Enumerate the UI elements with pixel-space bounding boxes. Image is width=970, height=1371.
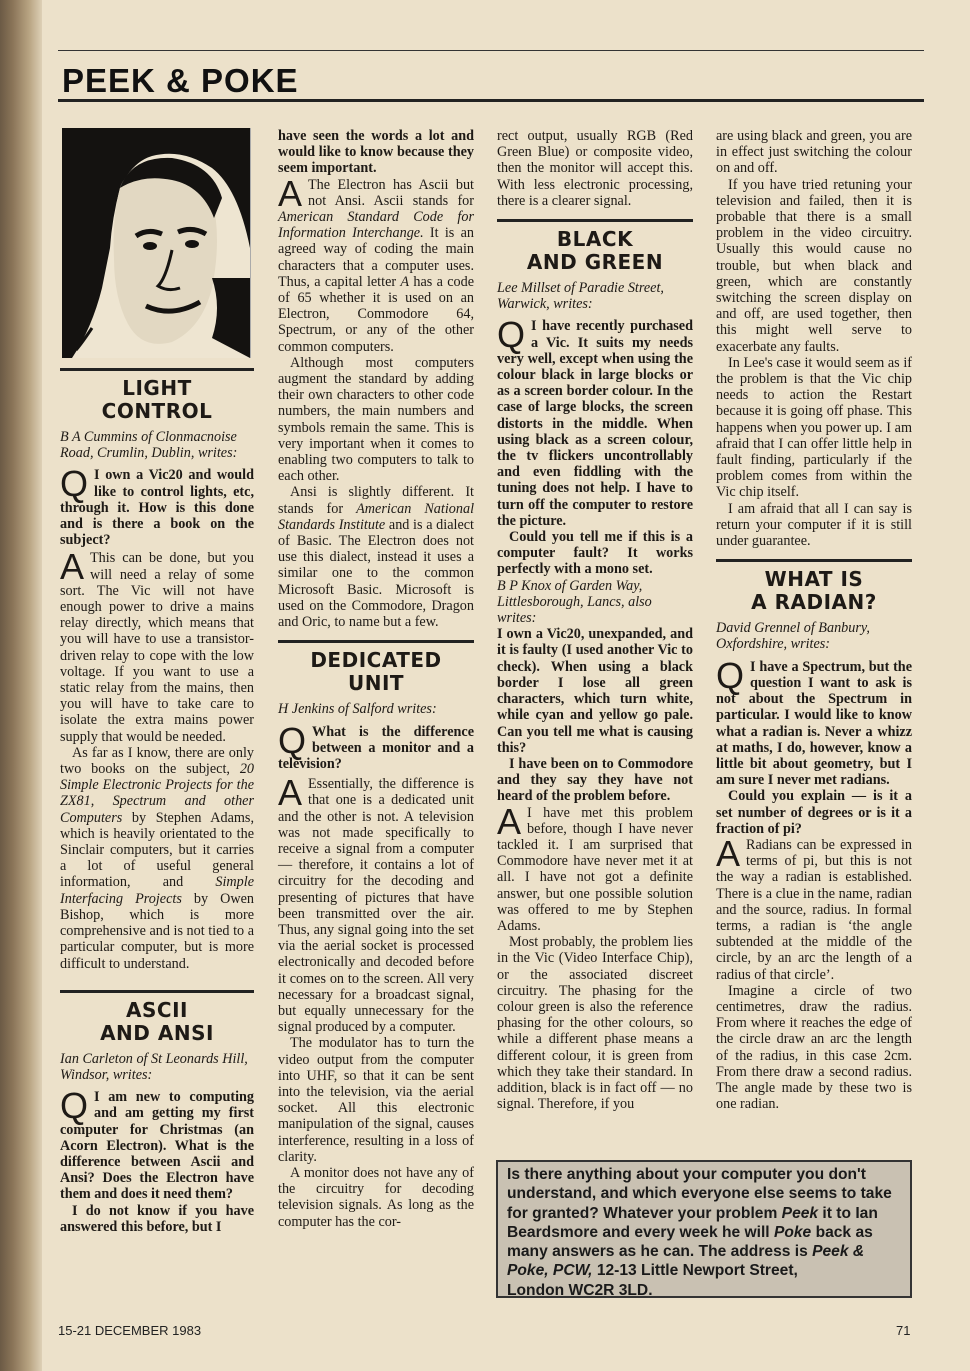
answer-paragraph: Ansi is slightly different. It stands for American National Standards Institute and is a dialect of Basic. The Electron does not use this dialect, instead it uses a similar one to the common Microsoft Basic. Microsoft is used on the Commodore, Dragon and Oric, to name but a few. [278, 484, 475, 631]
letter-byline: Ian Carleton of St Leonards Hill, Windsor, writes: [60, 1050, 248, 1083]
answer-continued: are using black and green, you are in effect just switching the colour on and off. [716, 128, 912, 177]
section-title-black-green: BLACK AND GREEN [526, 227, 664, 275]
top-rule [58, 50, 924, 51]
question: Q What is the difference between a monitor and a television? [278, 719, 474, 772]
footer-date: 15-21 DECEMBER 1983 [58, 1323, 202, 1338]
answer: A Radians can be expressed in terms of pi, but this is not the way a radian is established. There is a clue in the name, radian and the source, radius. In formal terms, a radian is ‘the angle subtended at the middle of the circle, by an arc the length of a radius of that circle’. [716, 832, 912, 983]
info-line: for granted? Whatever your problem Peek it to Ian [507, 1204, 878, 1222]
answer-paragraph: As far as I know, there are only two books on the subject, 20 Simple Electronic Projects for the ZX81, Spectrum and other Computers by Stephen Adams, which is heavily orientated to the Sinclair computers, but it carries a lot of useful general information, and Simple Interfacing Projects by Owen Bishop, which is more comprehensive and is not tied to a particular computer, but is more difficult to understand. [60, 744, 255, 972]
section-title-ascii-ansi: ASCII AND ANSI [100, 997, 214, 1045]
letter-byline: B P Knox of Garden Way, Littlesborough, Lancs, also writes: [497, 577, 652, 627]
section-title-dedicated-unit: DEDICATED UNIT [310, 648, 442, 696]
question-paragraph: I do not know if you have answered this before, but I [60, 1202, 254, 1235]
answer-paragraph: Although most computers augment the standard by adding their own characters to other code numbers, the main numbers and symbols remain the same. This is very important when it comes to enabling two computers to talk to each other. [278, 354, 474, 485]
letter-byline: David Grennel of Banbury, Oxfordshire, writes: [716, 620, 870, 653]
column-1 [60, 128, 254, 1235]
page-number: 71 [896, 1323, 911, 1338]
answer-paragraph: In Lee's case it would seem as if the problem is that the Vic chip needs to action the Restart because it is going off phase. This happens when you power up. I am afraid that I can offer little help in fault finding, particularly if the problem comes from within the Vic chip itself. [716, 354, 912, 501]
info-line: understand, and which everyone else seems to take [507, 1185, 892, 1203]
column-4 [716, 128, 912, 1112]
answer-paragraph: A monitor does not have any of the circuitry for decoding television signals. As long as the computer has the cor- [278, 1164, 474, 1230]
letter-byline: B A Cummins of Clonmacnoise Road, Crumlin, Dublin, writes: [60, 429, 238, 462]
answer-paragraph: The modulator has to turn the video output from the computer into UHF, so that it can be sent into the television, via the aerial socket. All this electronic manipulation of the signal, causes interference, resulting in a loss of clarity. [278, 1035, 474, 1165]
question: Q I have recently purchased a Vic. It suits my needs very well, except when using the colour black in large blocks or as a screen border colour. In the case of large blocks, the screen distorts in the middle. When using black as a screen colour, the tv flickers uncontrollably and even fiddling with the tuning does not help. I have to turn off the computer to restore the picture. [497, 314, 693, 529]
author-portrait [62, 128, 251, 358]
info-line: Beardsmore and every week he will Poke back as [507, 1223, 873, 1241]
question-paragraph: I own a Vic20, unexpanded, and it is faulty (I used another Vic to check). When using a black border I lose all green characters, which turn white, while cyan and yellow go pale. Can you tell me what is causing this? [497, 626, 693, 756]
answer-paragraph: If you have tried retuning your television and failed, then it is probable that there is a small problem in the video circuitry. Usually this would cause no trouble, but when black and green, which are constantly switching the screen display on and off, are used together, then this might well serve to exacerbate any faults. [716, 176, 912, 355]
answer-continued: rect output, usually RGB (Red Green Blue) or composite video, then the monitor will accept this. With less electronic processing, there is a clearer signal. [497, 128, 693, 209]
question: Q I have a Spectrum, but the question I want to ask is not about the Spectrum in particular. I would like to know what a radian is. Never a whizz at maths, I do, however, know a little bit about geometry, but I am sure I never met radians. [716, 654, 912, 789]
question: Q I own a Vic20 and would like to control lights, etc, through it. How is this done and is there a book on the subject? [60, 463, 254, 549]
section-title-radian: WHAT IS A RADIAN? [751, 567, 877, 615]
column-3 [497, 128, 693, 1112]
letter-byline: H Jenkins of Salford writes: [278, 701, 437, 718]
column-2 [278, 128, 474, 1230]
section-rule [60, 368, 254, 371]
section-rule [60, 990, 254, 993]
answer-paragraph: I am afraid that all I can say is return your computer if it is still under guarantee. [716, 500, 912, 550]
answer: A Essentially, the difference is that one is a dedicated unit and the other is not. A television was not made specifically to receive a signal from a computer — therefore, it contains a lot of circuitry for the decoding and presenting of pictures that have been transmitted over the air. Thus, any signal going into the set via the aerial socket is processed electronically and decoded before it comes on to the screen. All very necessary for a broadcast signal, but equally unnecessary for the signal produced by a computer. [278, 772, 474, 1036]
section-rule [497, 219, 693, 222]
page-header: PEEK & POKE [62, 62, 299, 99]
question-paragraph: I have been on to Commodore and they say they have not heard of the problem before. [497, 755, 693, 805]
answer: A The Electron has Ascii but not Ansi. Ascii stands for American Standard Code for Information Interchange. It is an agreed way of coding the main characters that a computer uses. Thus, a capital letter A has a code of 65 whether it is used on an Electron, Commodore 64, Spectrum, or any of the other common computers. [278, 172, 474, 355]
answer: A This can be done, but you will need a relay of some sort. The Vic will not have enough power to drive a mains relay directly, which means that you will have to use a transistor-driven relay to cope with the low voltage. If you want to use a static relay from the mains, then you will have to take care to isolate the extra mains power supply that would be needed. [60, 546, 254, 745]
info-line: many answers as he can. The address is Peek & [507, 1243, 865, 1261]
answer: A I have met this problem before, though I have never tackled it. I am surprised that Commodore have never met it at all. I have not got a definite answer, but one possible solution was offered to me by Stephen Adams. [497, 800, 693, 934]
answer-paragraph: Imagine a circle of two centimetres, draw the radius. From where it reaches the edge of the circle draw an arc the length of the radius, in this case 2cm. From there draw a second radius. The angle made by these two is one radian. [716, 982, 912, 1113]
section-rule [278, 640, 474, 643]
section-title-light-control: LIGHT CONTROL [101, 376, 213, 423]
info-line: London WC2R 3LD. [507, 1281, 653, 1299]
question-continued: have seen the words a lot and would like to know because they seem important. [278, 128, 474, 177]
info-box [496, 1160, 912, 1298]
header-rule [58, 99, 924, 102]
letter-byline: Lee Millset of Paradie Street, Warwick, writes: [497, 280, 664, 313]
info-line: Is there anything about your computer you don't [507, 1166, 866, 1183]
info-line: Poke, PCW, 12-13 Little Newport Street, [507, 1262, 798, 1280]
answer-paragraph: Most probably, the problem lies in the Vic (Video Interface Chip), or the associated discreet circuitry. The phasing for the colour green is also the reference phasing for the other colours, so while a different phase means a different colour, it is green from which they take their standard. In addition, black is in fact off — no signal. Therefore, if you [497, 934, 693, 1113]
question-paragraph: Could you explain — is it a set number of degrees or is it a fraction of pi? [716, 788, 912, 837]
question: Q I am new to computing and am getting my first computer for Christmas (an Acorn Electron). What is the difference between Ascii and Ansi? Does the Electron have them and does it need them? [60, 1085, 254, 1203]
question-paragraph: Could you tell me if this is a computer fault? It works perfectly with a mono set. [497, 529, 693, 578]
page-gutter [0, 0, 42, 1371]
section-rule [716, 559, 912, 562]
